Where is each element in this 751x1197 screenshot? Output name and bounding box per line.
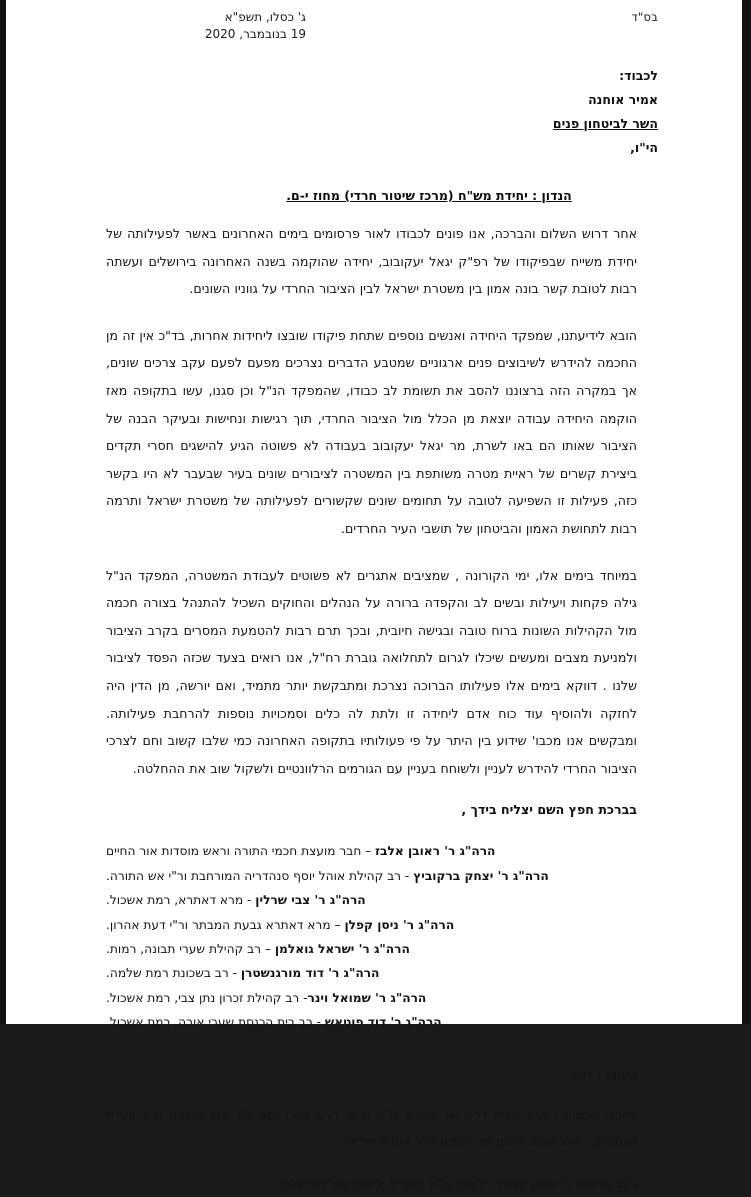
addressee-name: אמיר אוחנה	[588, 92, 658, 107]
paragraph-3: במיוחד בימים אלו, ימי הקורונה , שמציבים אתגרים לא פשוטים לעבודת המשטרה, המפקד הנ"ל גילה פקחות ויעילות ובשים לב והקפדה ברורה על הנהלים והחוקים השכיל להתנהל בצורה חכמה מול הקהילות השונות ברוח טובה ובגישה חיובית, ובכך תרם רבות להטמעת המסרים בקרב הציבור ולמניעת מצבים ומעשים שיכלו לגרום לתחלואה גוברת רח"ל, אנו רואים בצעד שכזה הפסד לציבור שלנו . דווקא בימים אלו פעילותו הברוכה נצרכת ומתבקשת יותר מתמיד, ואם יורשה, מן הדין היה לחזקה ולהוסיף עוד כוח אדם ליחידה זו ולתת לה כלים וסמכויות נוספות להרחבת פעילותה. ומבקשים אנו מכבו' שידוע בין היתר על פי פעולותיו בתקופה האחרונה כמי שלבו קשוב וחם לצרכי הציבור החרדי להידרש לעניין ולשוחח בעניין עם הגורמים הרלוונטיים ולשקול שוב את ההחלטה.	[106, 567, 637, 776]
signer-role: - מרא דאתרא, רמת אשכול.	[106, 893, 256, 908]
addressee-title: השר לביטחון פנים	[552, 116, 658, 131]
blessing-line: בברכת חפץ השם יצליח בידך ,	[461, 802, 637, 818]
addressee-block	[6, 64, 742, 160]
distribution-block	[6, 1064, 742, 1197]
signer-role: - רב קהילת אוהל יוסף סנהדריה המורחבת ור"י אש התורה.	[106, 868, 414, 883]
signer-name: הרה"ג ר' יצחק ברקוביץ	[413, 868, 549, 883]
signer-name: הרה"ג ר' שמואל וינר	[307, 990, 427, 1005]
distribution-line-2: ניצב בדימוס ר' אריק יקואל - לשכת מ"מ מפכ"ל ,לשכת ממ"ז ירושלים.	[275, 1176, 637, 1191]
distribution-title: העתק נשלח:	[568, 1067, 637, 1082]
signer-name: הרה"ג ר' ישראל גואלמן	[274, 941, 410, 956]
date-hebrew: ג' כסלו, תשפ"א	[224, 10, 306, 24]
addressee-honorific: הי"ו,	[630, 140, 658, 155]
signer-name: הרה"ג ר' ראובן אלבז	[375, 844, 496, 859]
signer-row	[106, 839, 642, 863]
document-content	[6, 0, 742, 1191]
signer-role: – רב קהילת שערי תבונה, רמות.	[106, 941, 275, 956]
signer-row	[106, 913, 642, 937]
paragraph-2: הובא לידיעתנו, שמפקד היחידה ואנשים נוספים שתחת פיקודו שובצו ליחידות אחרות, בד"כ אין זה מן החכמה להידרש לשיבוצים פנים ארגוניים שמטבע הדברים נצרכים מפעם לפעם עקב צרכים שונים, אך במקרה הזה ברצוננו להסב את תשומת לב כבודו, שהמפקד הנ"ל וכן סגנו, עשו בתקופה מאז הוקמה היחידה עבודה יוצאת מן הכלל מול הציבור החרדי, תוך רגישות ונחישות ובעיקר הבנה של הציבור שאותו הם באו לשרת, מר יגאל יעקובוב בעבודה לא פשוטה הגיע להישגים חסרי תקדים ביצירת קשרים של ראיית מטרה משותפת בין המשטרה לציבורים שונים בעיר שבעבר לא היו בקשר כזה, פעילות זו השפיעה לטובה על תחומים שונים שקשורים לפעילותה של משטרת ישראל ותרמה רבות לתחושת האמון והביטחון של תושבי העיר החרדים.	[106, 327, 637, 536]
signer-name: הרה"ג ר' דוד פוטאש	[324, 1015, 442, 1030]
signer-role: – חבר מועצת חכמי התורה וראש מוסדות אור החיים	[106, 844, 376, 859]
paragraph-1: אחר דרוש השלום והברכה, אנו פונים לכבודו לאור פרסומים בימים האחרונים באשר לפעילותה של יחידת משייח שבפיקודו של רפ"ק יגאל יעקובוב, יחידה שהוקמה בשנה האחרונה בירושלים ועשתה רבות לטובת קשר בונה אמון בין משטרת ישראל לבין הציבור החרדי על גווניו השונים.	[106, 226, 637, 297]
signers-list	[6, 839, 742, 1034]
signer-row	[106, 864, 642, 888]
signer-row	[106, 937, 642, 961]
signer-row	[106, 961, 642, 985]
signer-row	[106, 986, 642, 1010]
body-paragraphs	[6, 220, 742, 782]
signer-row	[106, 1010, 642, 1034]
date-gregorian: 19 בנובמבר, 2020	[204, 27, 306, 41]
subject-text: הנדון : יחידת מש"ח (מרכז שיטור חרדי) מחוז י-ם.	[286, 188, 572, 203]
signer-role: - רב קהילת זכרון נתן צבי, רמת אשכול.	[106, 990, 308, 1005]
addressee-to-label: לכבוד:	[619, 68, 658, 83]
signer-name: הרה"ג ר' דוד מורגנשטרן	[240, 966, 380, 981]
subject-line	[6, 185, 742, 204]
signer-name: הרה"ג ר' צבי שרלין	[255, 893, 366, 908]
signer-role: – מרא דאתרא גבעת המבתר ור"י דעת אהרון.	[106, 917, 345, 932]
signer-row	[106, 888, 642, 912]
bsd-mark: בס"ד	[631, 10, 658, 24]
signer-role: - רב בית הכנסת שערי אורה, רמת אשכול.	[106, 1015, 325, 1030]
document-header	[6, 0, 742, 58]
signer-name: הרה"ג ר' ניסן קפלן	[344, 917, 455, 932]
signer-role: - רב בשכונת רמת שלמה.	[106, 966, 241, 981]
document-page	[6, 0, 742, 1191]
date-block	[6, 9, 306, 43]
distribution-line-1: לחברי הכנסת : הרב אריה דרעי שר הפנים ויו"ר ש"ס. הרב משה גפני יו"ר דגל התורה ויו"ר וועדת הכספים, , הרב יעקב ליצמן שר השיכון ויו"ר אגודת ישראל,	[106, 1107, 637, 1148]
